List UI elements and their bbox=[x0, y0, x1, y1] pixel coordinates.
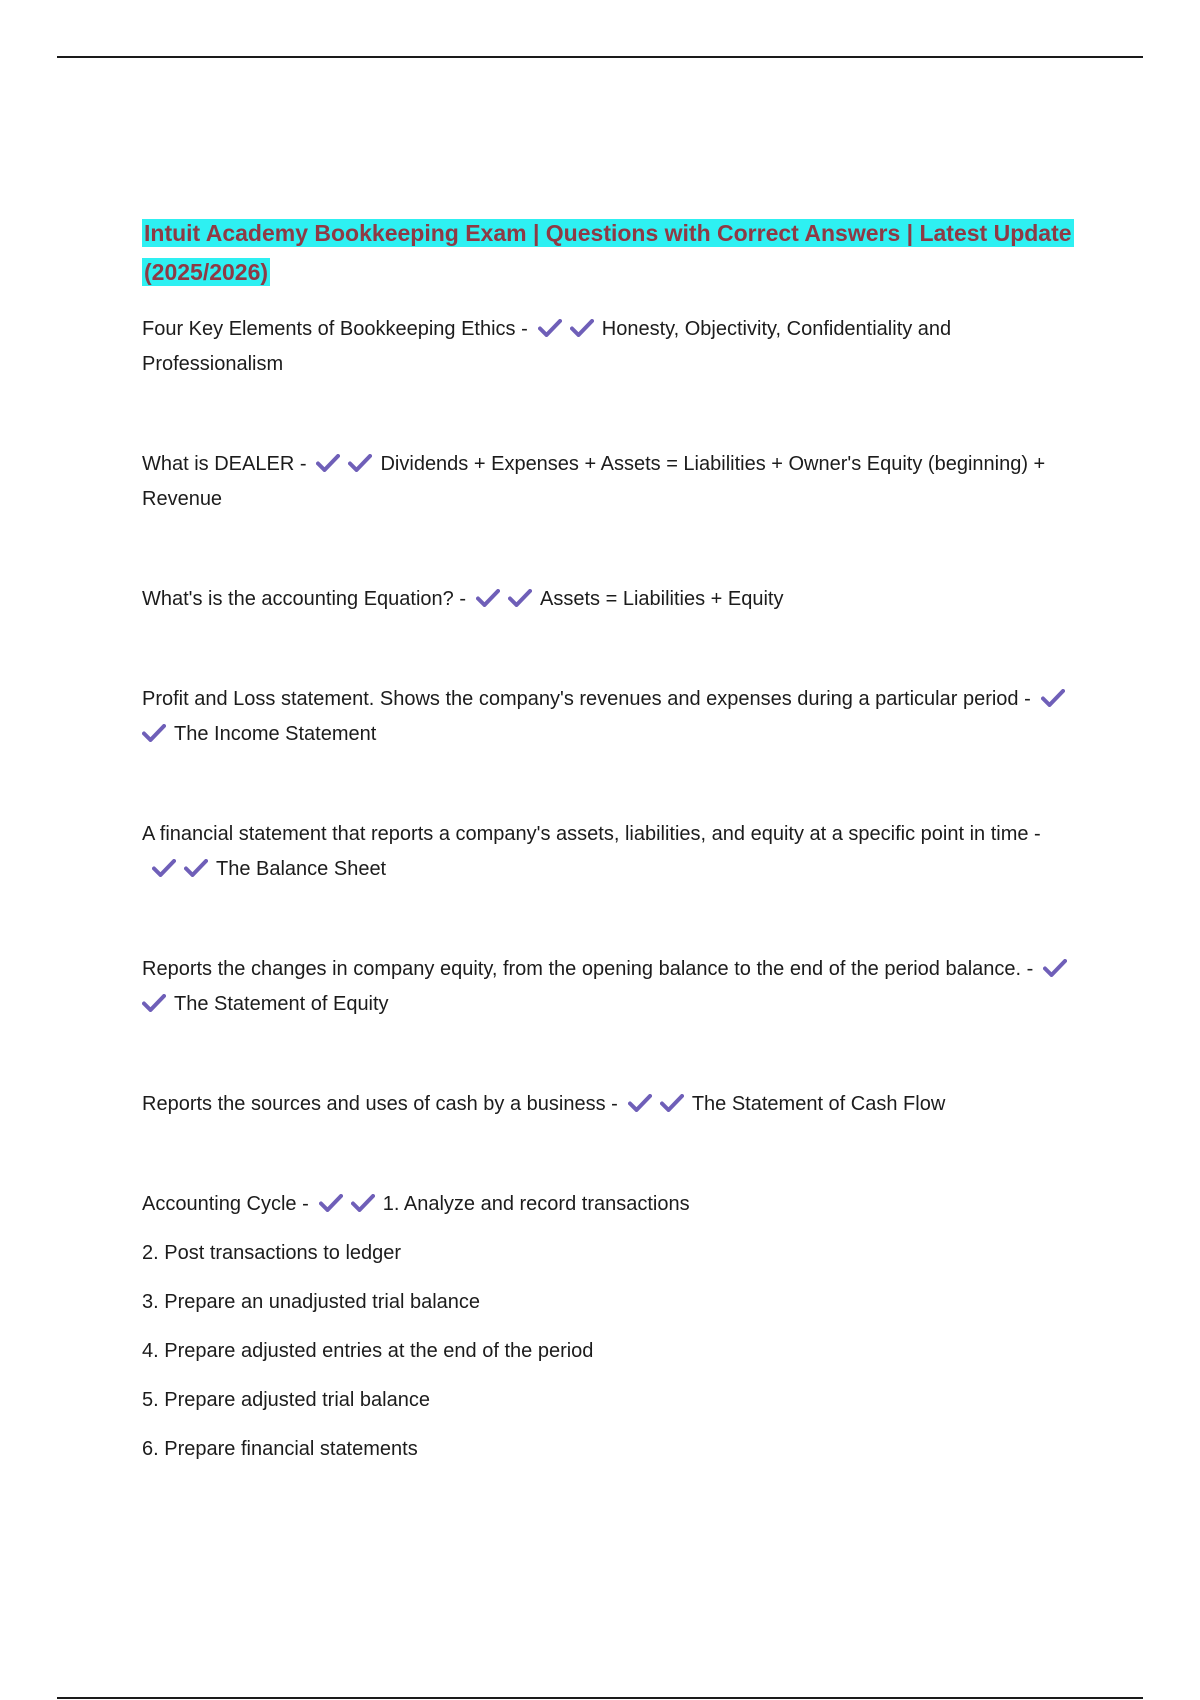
checkmark-icon bbox=[628, 1094, 652, 1112]
question-text: Profit and Loss statement. Shows the company's revenues and expenses during a particular period - bbox=[142, 688, 1031, 710]
question-text: What is DEALER - bbox=[142, 453, 307, 475]
checkmark-icon bbox=[142, 994, 166, 1012]
qa-item bbox=[142, 952, 1082, 1022]
accounting-cycle-step: 2. Post transactions to ledger bbox=[142, 1242, 402, 1264]
checkmark-icon bbox=[660, 1094, 684, 1112]
checkmark-icon bbox=[351, 1194, 375, 1212]
checkmark-icon bbox=[152, 859, 176, 877]
qa-item bbox=[142, 1087, 1082, 1122]
qa-item bbox=[142, 582, 1082, 617]
checkmark-icon bbox=[316, 454, 340, 472]
qa-item bbox=[142, 682, 1082, 752]
checkmark-icon bbox=[184, 859, 208, 877]
qa-list bbox=[142, 312, 1082, 1222]
answer-text: The Balance Sheet bbox=[216, 858, 387, 880]
qa-item bbox=[142, 1187, 1082, 1222]
question-text: A financial statement that reports a company's assets, liabilities, and equity at a specific point in time - bbox=[142, 823, 1041, 845]
checkmark-icon bbox=[1043, 959, 1067, 977]
answer-text: The Statement of Equity bbox=[174, 993, 389, 1015]
header-rule bbox=[57, 56, 1143, 58]
answer-text: The Income Statement bbox=[174, 723, 377, 745]
checkmark-icon bbox=[476, 589, 500, 607]
answer-text: Assets = Liabilities + Equity bbox=[540, 588, 784, 610]
checkmark-icon bbox=[1041, 689, 1065, 707]
accounting-cycle-step: 4. Prepare adjusted entries at the end of the period bbox=[142, 1340, 594, 1362]
checkmark-icon bbox=[319, 1194, 343, 1212]
answer-text: Dividends + Expenses + Assets = Liabilities + Owner's Equity (beginning) + Revenue bbox=[142, 453, 1046, 510]
document-title-text: Intuit Academy Bookkeeping Exam | Questions with Correct Answers | Latest Update (2025/2026) bbox=[144, 220, 1072, 285]
answer-text: The Statement of Cash Flow bbox=[691, 1093, 946, 1115]
answer-text: 1. Analyze and record transactions bbox=[382, 1193, 690, 1215]
footer-rule bbox=[57, 1697, 1143, 1699]
accounting-cycle-step: 3. Prepare an unadjusted trial balance bbox=[142, 1291, 481, 1313]
qa-item bbox=[142, 312, 1082, 382]
document-body bbox=[142, 214, 1082, 1467]
checkmark-icon bbox=[142, 724, 166, 742]
answer-text: Honesty, Objectivity, Confidentiality and Professionalism bbox=[142, 318, 952, 375]
accounting-cycle-steps bbox=[142, 1236, 1082, 1467]
checkmark-icon bbox=[508, 589, 532, 607]
document-title bbox=[142, 214, 1082, 292]
checkmark-icon bbox=[538, 319, 562, 337]
question-text: Reports the sources and uses of cash by a business - bbox=[142, 1093, 618, 1115]
question-text: Accounting Cycle - bbox=[142, 1193, 309, 1215]
question-text: What's is the accounting Equation? - bbox=[142, 588, 467, 610]
checkmark-icon bbox=[570, 319, 594, 337]
checkmark-icon bbox=[348, 454, 372, 472]
accounting-cycle-step: 6. Prepare financial statements bbox=[142, 1438, 418, 1460]
accounting-cycle-step: 5. Prepare adjusted trial balance bbox=[142, 1389, 430, 1411]
question-text: Four Key Elements of Bookkeeping Ethics - bbox=[142, 318, 528, 340]
qa-item bbox=[142, 447, 1082, 517]
qa-item bbox=[142, 817, 1082, 887]
question-text: Reports the changes in company equity, from the opening balance to the end of the period balance. - bbox=[142, 958, 1034, 980]
